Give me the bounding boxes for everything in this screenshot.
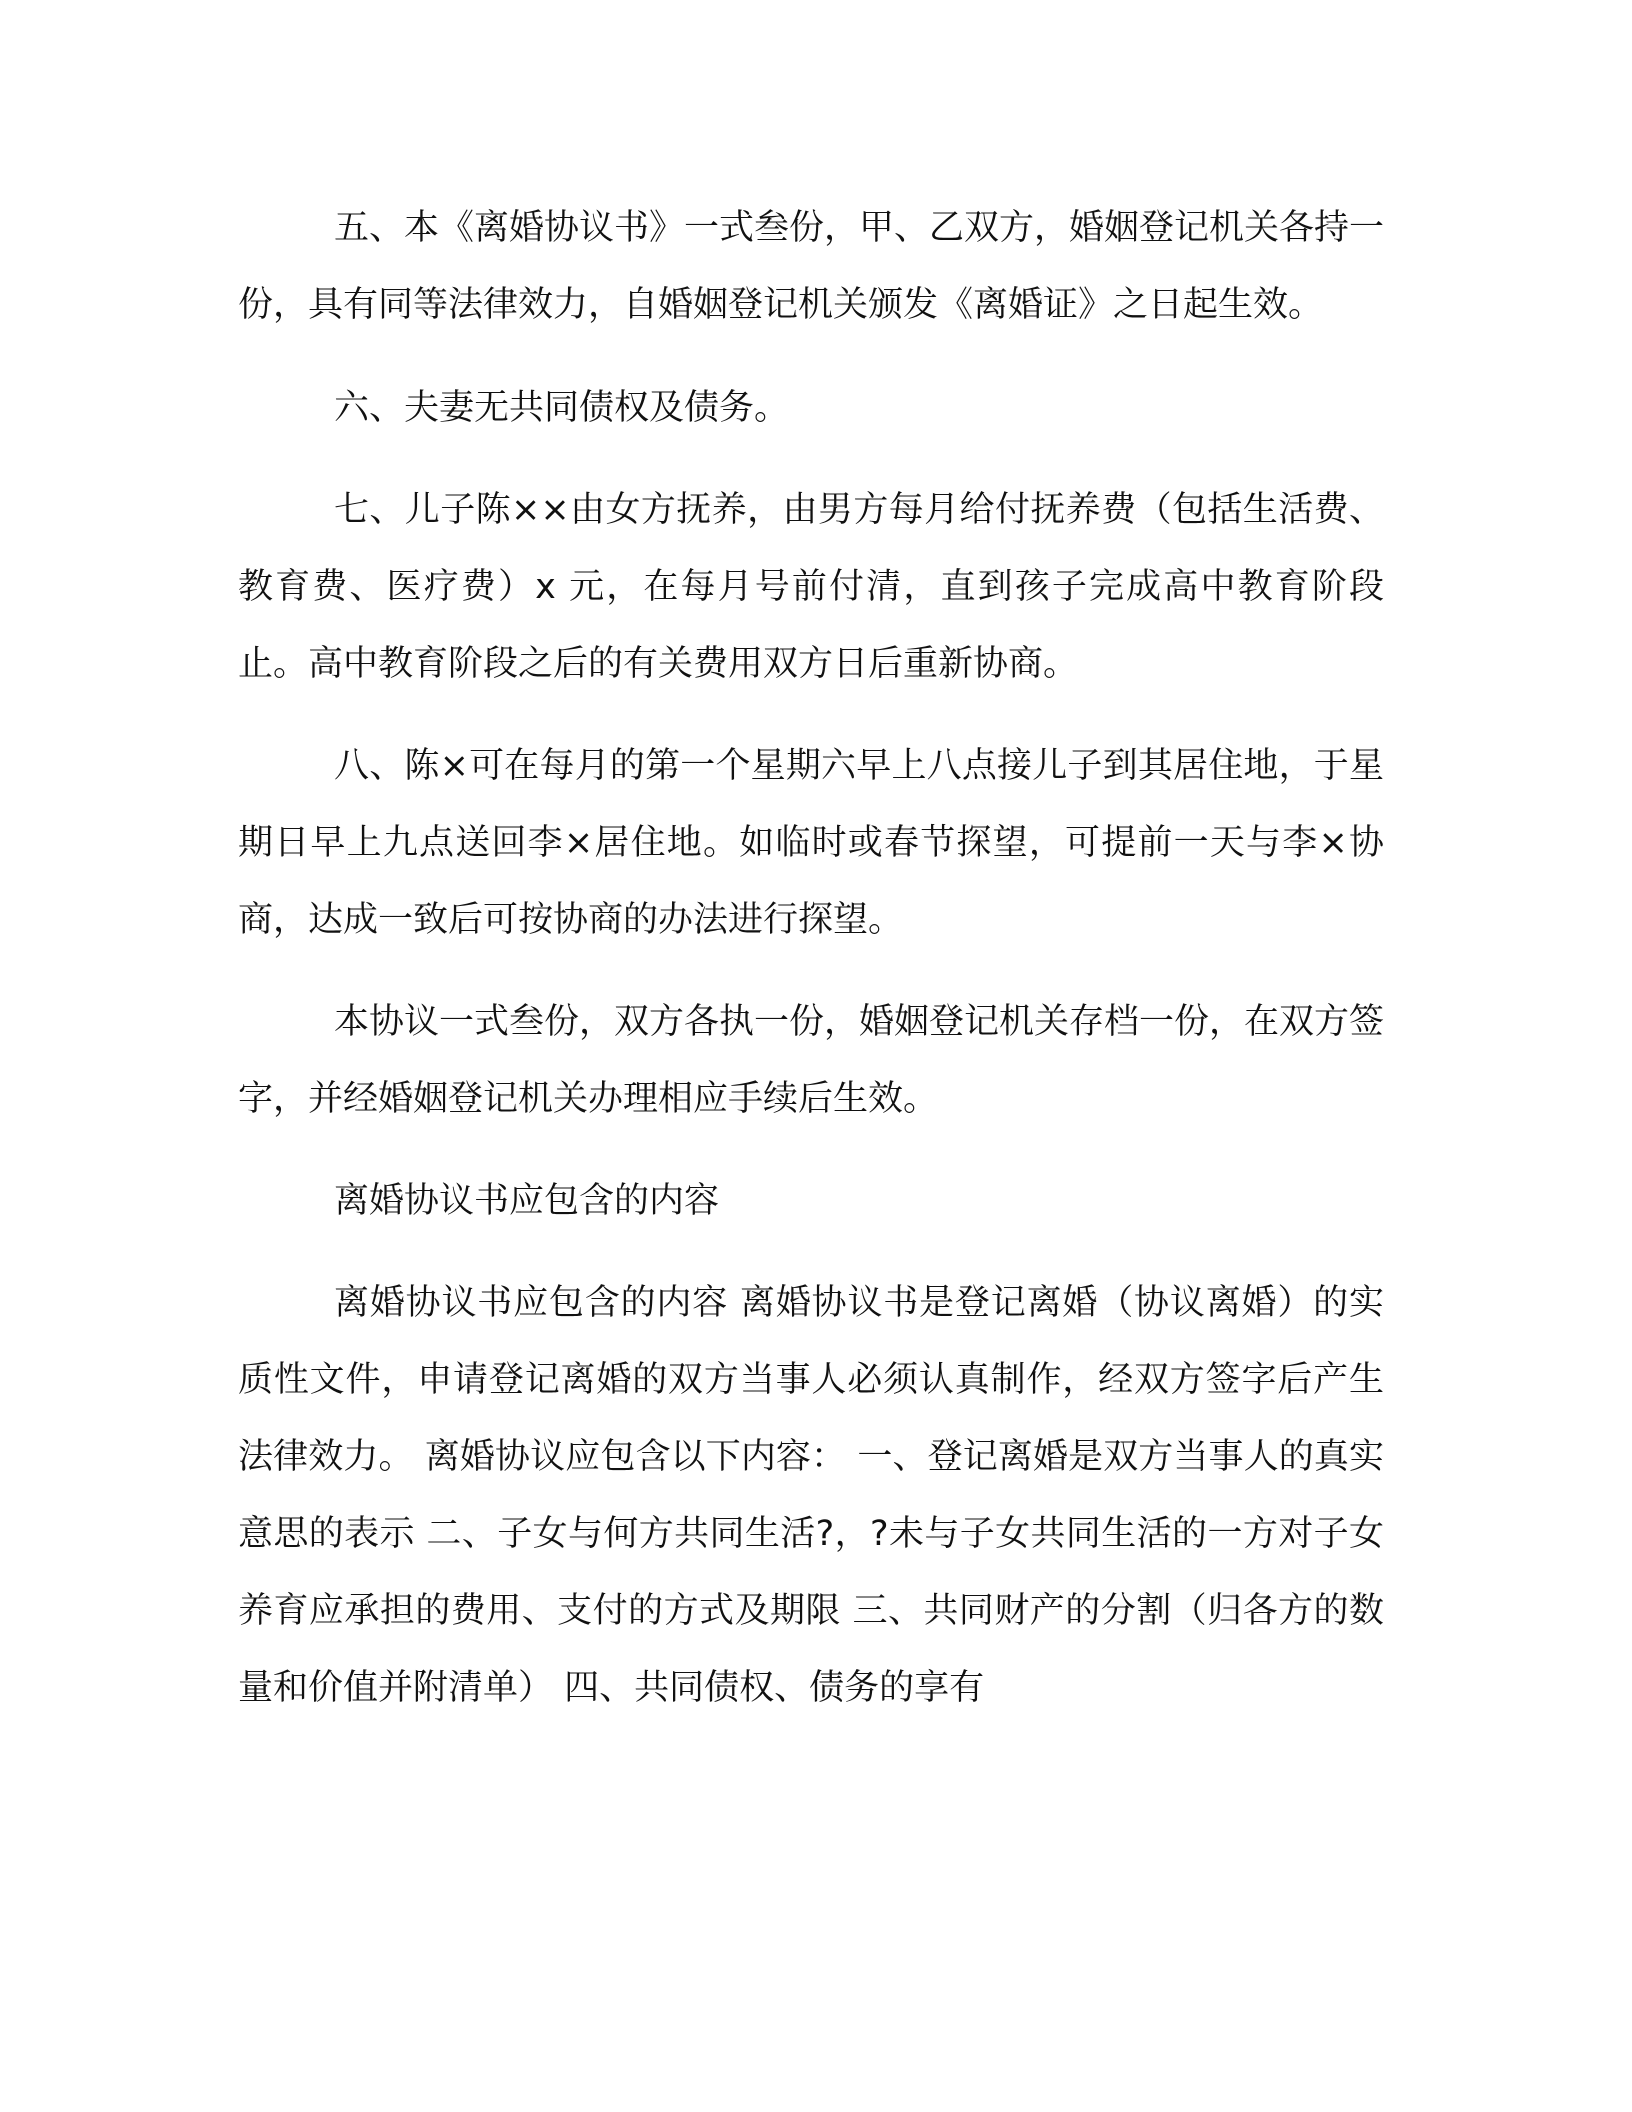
paragraph-contents-description: 离婚协议书应包含的内容 离婚协议书是登记离婚（协议离婚）的实质性文件，申请登记离婚的双方当事人必须认真制作，经双方签字后产生法律效力。 离婚协议应包含以下内容： 一、登记离婚是双方当事人的真实意思的表示 二、子女与何方共同生活?，?未与子女共同生活的一方对子女养育应承担的费用、支付的方式及期限 三、共同财产的分割（归各方的数量和价值并附清单） 四、共同债权、债务的享有 [238, 1283, 1384, 1708]
paragraph-clause-7: 七、儿子陈××由女方抚养，由男方每月给付抚养费（包括生活费、教育费、医疗费）x 元，在每月号前付清，直到孩子完成高中教育阶段止。高中教育阶段之后的有关费用双方日后重新协商。 [238, 490, 1384, 684]
paragraph-clause-6: 六、夫妻无共同债权及债务。 [334, 388, 790, 428]
section-heading: 离婚协议书应包含的内容 [334, 1181, 720, 1221]
document-body [238, 190, 1384, 1727]
paragraph-clause-8: 八、陈×可在每月的第一个星期六早上八点接儿子到其居住地，于星期日早上九点送回李×居住地。如临时或春节探望，可提前一天与李×协商，达成一致后可按协商的办法进行探望。 [238, 746, 1384, 940]
paragraph-agreement-copies: 本协议一式叁份，双方各执一份，婚姻登记机关存档一份，在双方签字，并经婚姻登记机关办理相应手续后生效。 [238, 1002, 1385, 1119]
paragraph-clause-5: 五、本《离婚协议书》一式叁份，甲、乙双方，婚姻登记机关各持一份，具有同等法律效力，自婚姻登记机关颁发《离婚证》之日起生效。 [238, 208, 1385, 325]
